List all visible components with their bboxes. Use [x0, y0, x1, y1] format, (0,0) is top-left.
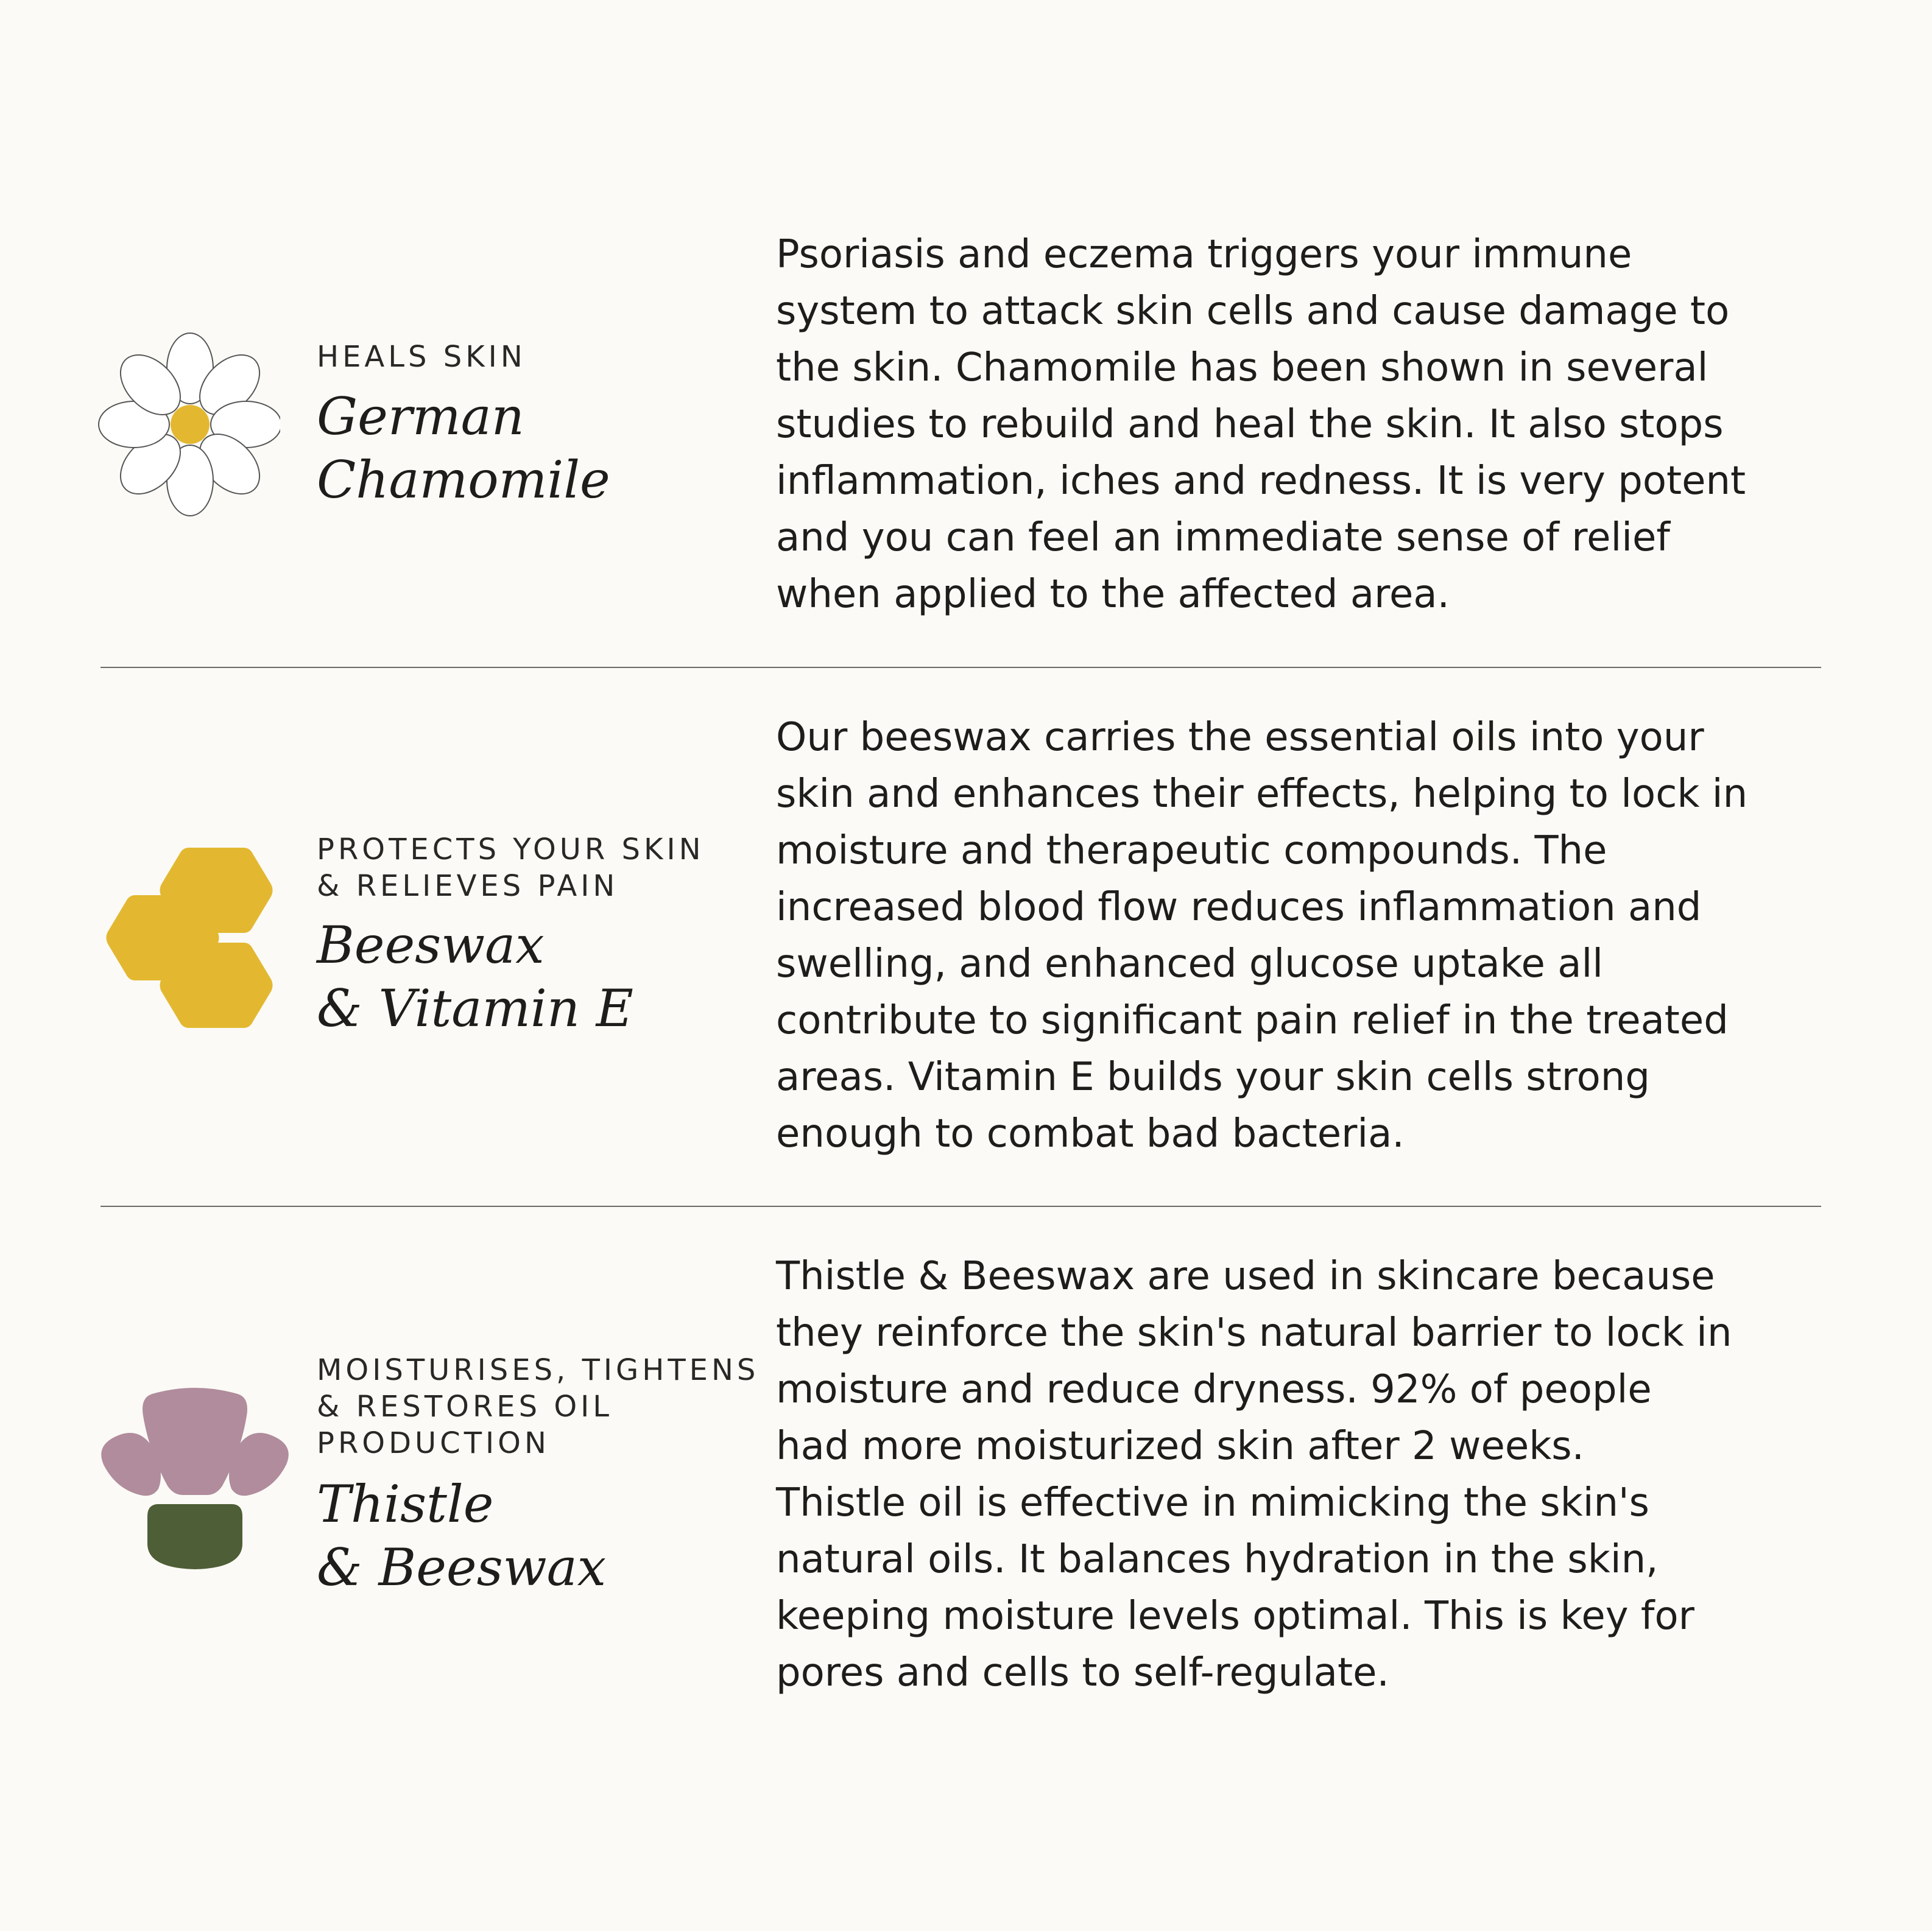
- benefit-label: PROTECTS YOUR SKIN & RELIEVES PAIN: [317, 832, 705, 903]
- ingredient-name: German Chamomile: [317, 387, 610, 510]
- benefit-label: MOISTURISES, TIGHTENS & RESTORES OIL PRODUCTION: [317, 1353, 760, 1460]
- ingredient-description: Our beeswax carries the essential oils into your skin and enhances their effects, helping to lock in moisture and therapeutic compounds. The increased blood flow reduces inflammation and swelling, and enhanced glucose uptake all contribute to significant pain relief in the treated areas. Vitamin E builds your skin cells strong enough to combat bad bacteria.: [776, 715, 1748, 1156]
- ingredient-description: Thistle & Beeswax are used in skincare because they reinforce the skin's natural barrier to lock in moisture and reduce dryness. 92% of people had more moisturized skin after 2 weeks. Thistle oil is effective in mimicking the skin's natural oils. It balances hydration in the skin, keeping moisture levels optimal. This is key for pores and cells to self-regulate.: [776, 1254, 1732, 1695]
- benefit-label: HEALS SKIN: [317, 340, 526, 374]
- ingredient-description: Psoriasis and eczema triggers your immune system to attack skin cells and cause damage to the skin. Chamomile has been shown in several studies to rebuild and heal the skin. It also stops inflammation, iches and redness. It is very potent and you can feel an immediate sense of relief when applied to the affected area.: [776, 232, 1746, 617]
- ingredient-name: Thistle & Beeswax: [317, 1474, 607, 1597]
- ingredient-name: Beeswax & Vitamin E: [317, 915, 633, 1038]
- thistle-flower-icon: [97, 1385, 292, 1574]
